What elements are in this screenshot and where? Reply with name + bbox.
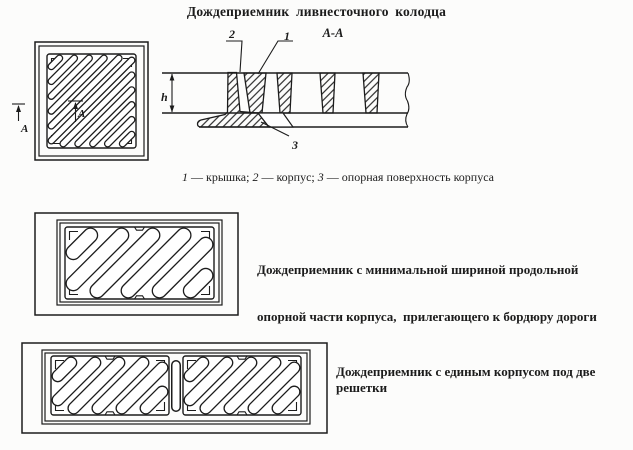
leader-2 [226,41,242,72]
page-title: Дождеприемник ливнесточного колодца [186,4,447,19]
legend-num-3: 3 [317,170,324,184]
legend-num-1: 1 [182,170,188,184]
callout-2: 2 [229,27,235,41]
cover-rib-section [277,73,292,113]
legend-num-2: 2 [252,170,259,184]
figure2-caption [257,231,622,340]
left-grate-plate [51,356,169,415]
legend-text-3: — опорная поверхность корпуса [323,170,495,184]
square-grate-plate [47,54,136,148]
cut-label-left: А [21,123,29,135]
height-dim-label: h [161,90,168,104]
legend-text-2: — корпус; [258,170,318,184]
cover-rib-section [244,73,266,113]
rect-grate-figure [30,208,245,320]
cut-label-center: А [78,108,86,120]
figure2-caption-line2: опорной части корпуса, прилегающего к бордюру дороги [257,308,597,324]
rect-grate-plate [65,227,214,299]
cover-rib-section [320,73,335,113]
section-cut-mark-left [12,104,28,135]
figure2-caption-line1: Дождеприемник с минимальной шириной продольной [257,262,579,277]
section-view-figure [155,22,465,157]
right-grate-plate [183,356,301,415]
square-grate-figure [5,30,160,170]
break-line [405,73,409,127]
legend-text-1: — крышка; [188,170,253,184]
section-view-label: А-А [322,26,344,40]
callout-1: 1 [284,29,290,43]
double-grate-figure [15,338,335,438]
callout-3: 3 [292,138,298,152]
leader-1 [258,41,293,74]
legend-caption [176,155,494,185]
figure3-caption: Дождеприемник с единым корпусом под две решетки [336,364,596,395]
cover-rib-section [363,73,379,113]
height-dimension [161,74,174,113]
